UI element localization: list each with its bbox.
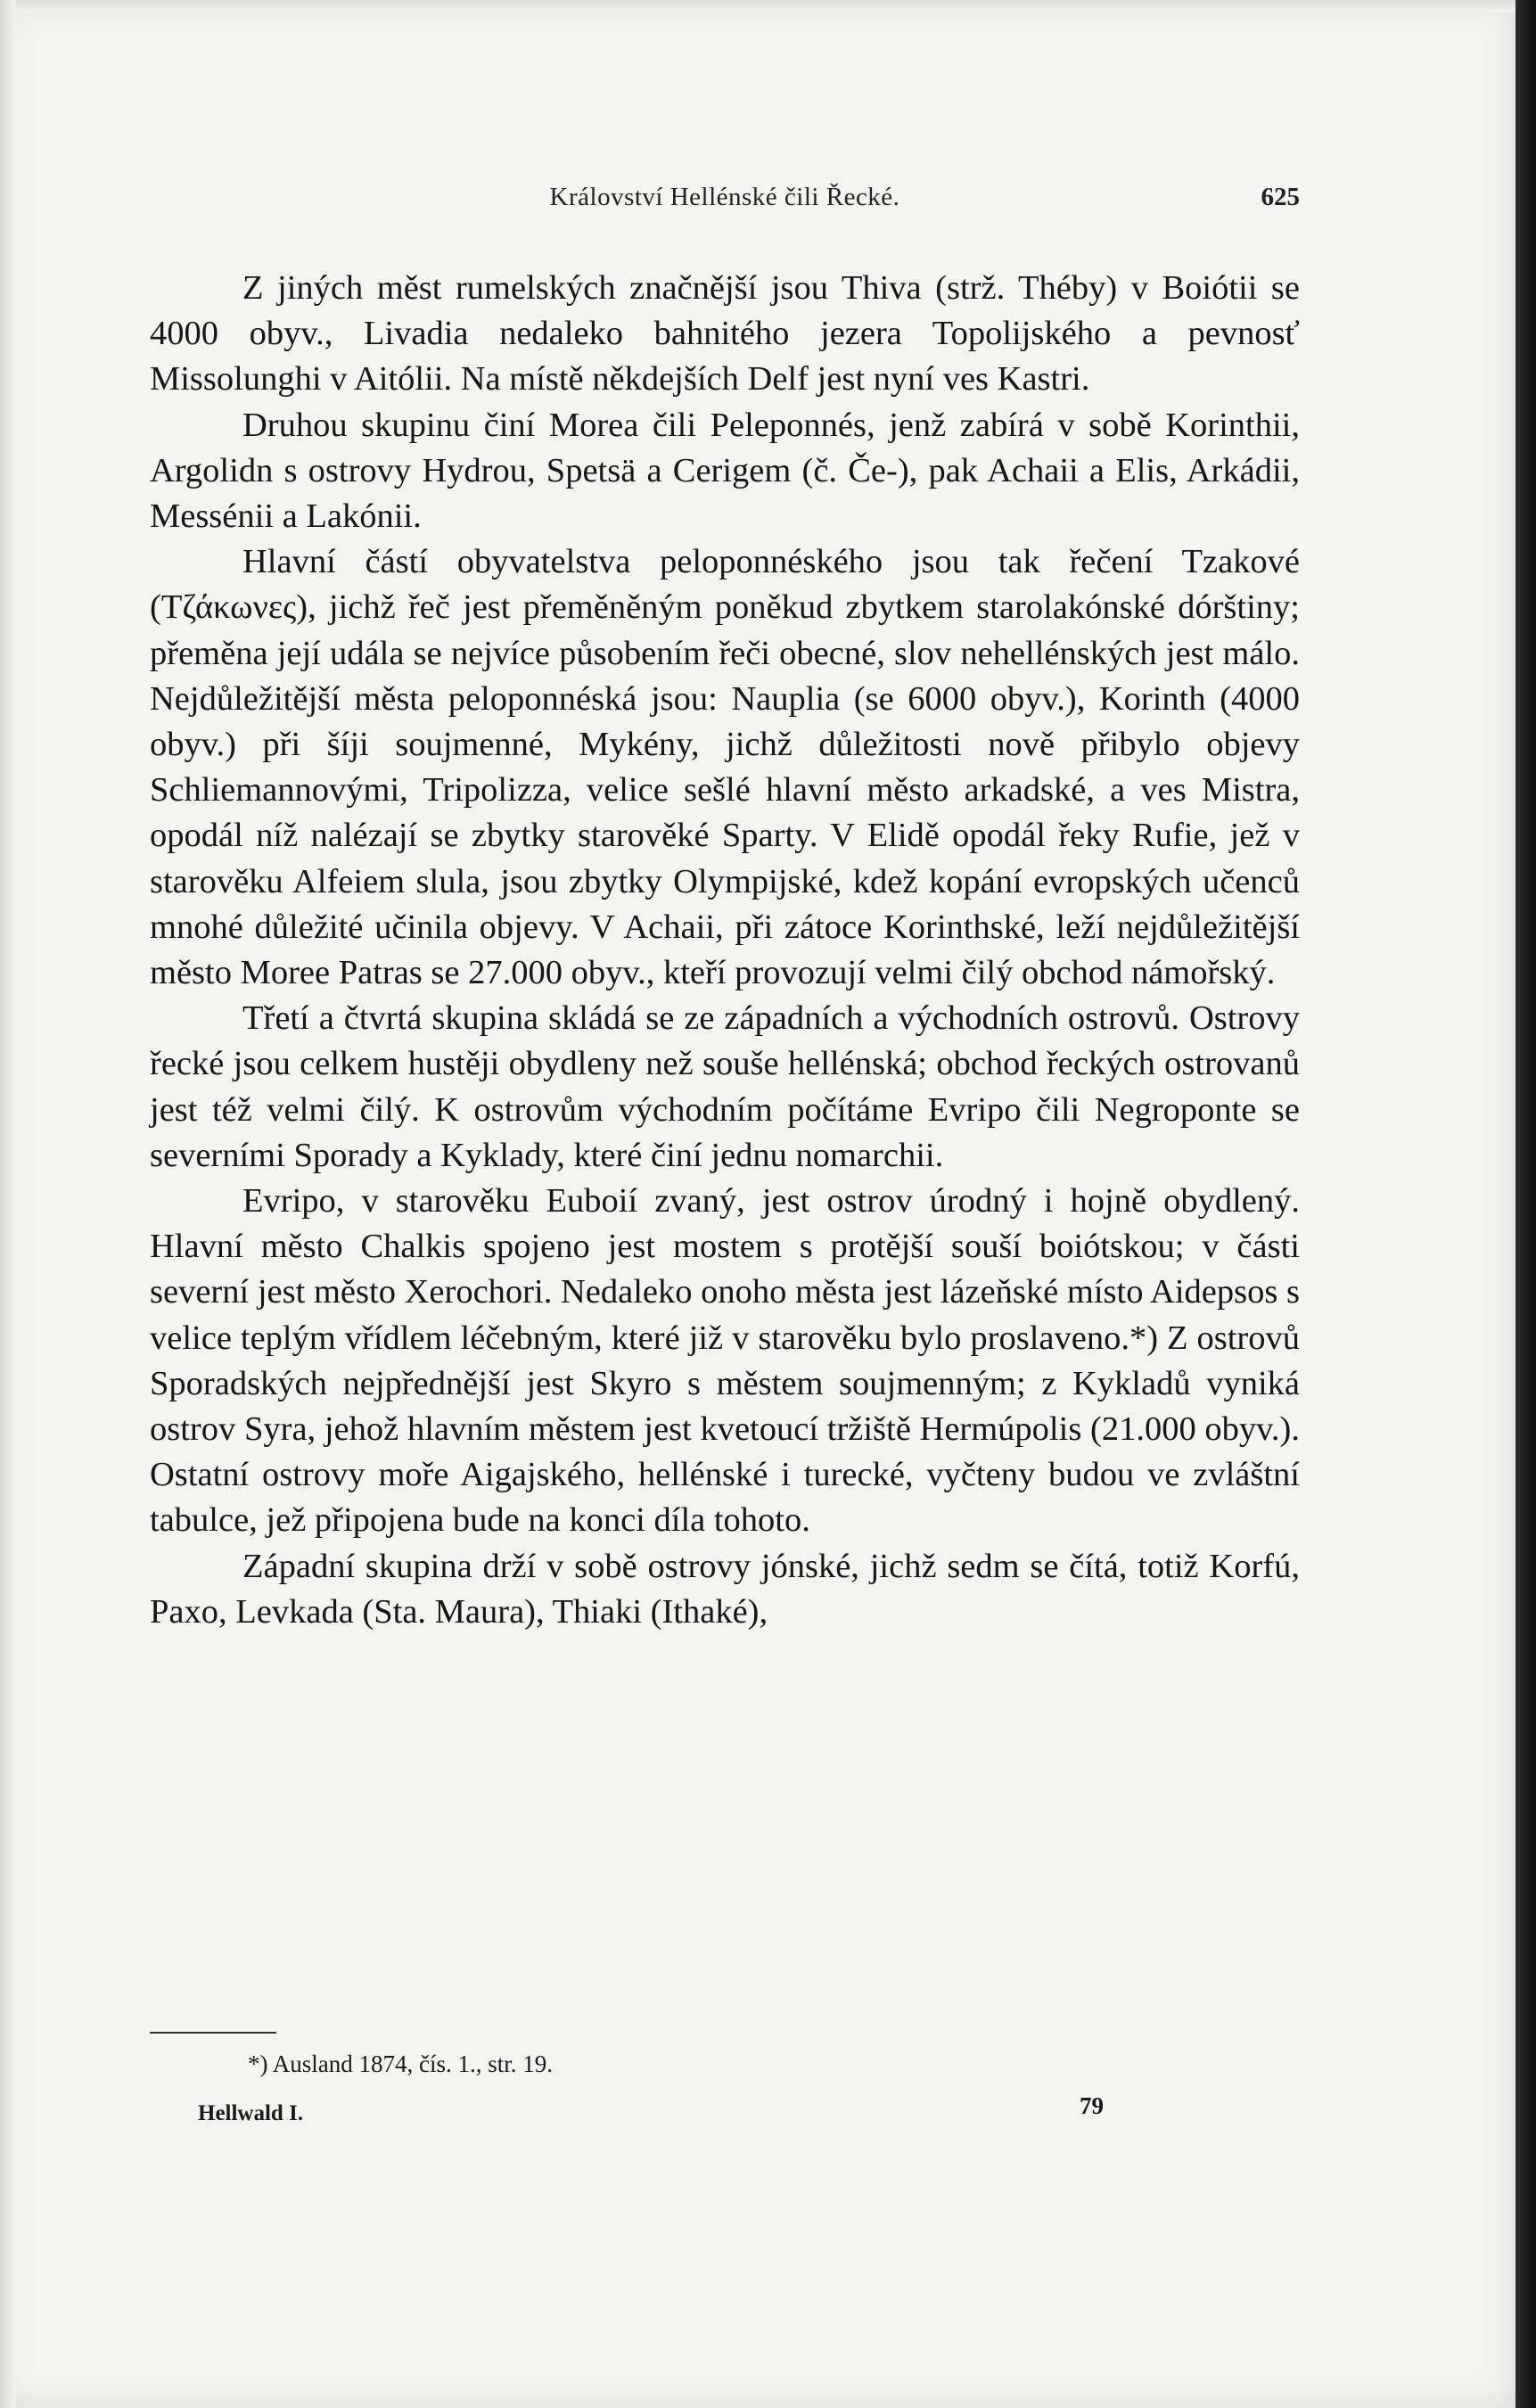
paragraph: Hlavní částí obyvatelstva peloponnéského jsou tak řečení Tzakové (Τζάκωνες), jichž řeč jest přeměněným poněkud zbytkem starolakónské dórštiny; přeměna její udála se nejvíce působením řeči obecné, slov nehellénských jest málo. Nejdůležitější města peloponnéská jsou: Nauplia (se 6000 obyv.), Korinth (4000 obyv.) při šíji soujmenné, Mykény, jichž důležitosti nově přibylo objevy Schliemannovými, Tripolizza, velice sešlé hlavní město arkadské, a ves Mistra, opodál níž nalézají se zbytky starověké Sparty. V Elidě opodál řeky Rufie, jež v starověku Alfeiem slula, jsou zbytky Olympijské, kdež kopání evropských učenců mnohé důležité učinila objevy. V Achaii, při zátoce Korinthské, leží nejdůležitější město Moree Patras se 27.000 obyv., kteří provozují velmi čilý obchod námořský.: [150, 543, 1300, 992]
paragraph: Západní skupina drží v sobě ostrovy jónské, jichž sedm se čítá, totiž Korfú, Paxo, Levkada (Sta. Maura), Thiaki (Ithaké),: [150, 1547, 1300, 1631]
footnote: *) Ausland 1874, čís. 1., str. 19.: [248, 2050, 553, 2077]
printer-signature: Hellwald I.: [198, 2101, 304, 2125]
page-top-edge: [0, 0, 1515, 12]
sheet-number: 79: [1080, 2092, 1104, 2119]
scan-background-edge: [1515, 0, 1536, 2408]
footnote-divider: [150, 2032, 276, 2034]
paragraph: Druhou skupinu činí Morea čili Peleponnés, jenž zabírá v sobě Korinthii, Argolidn s ostrovy Hydrou, Spetsä a Cerigem (č. Če-), pak Achaii a Elis, Arkádii, Messénii a Lakónii.: [150, 406, 1300, 536]
running-title: Království Hellénské čili Řecké.: [549, 183, 900, 211]
page-header: [150, 176, 1300, 220]
paragraph: Z jiných měst rumelských značnější jsou Thiva (strž. Théby) v Boiótii se 4000 obyv., Livadia nedaleko bahnitého jezera Topolijského a pevnosť Missolunghi v Aitólii. Na místě někdejších Delf jest nyní ves Kastri.: [150, 269, 1300, 399]
page-left-edge: [0, 0, 16, 2408]
body-text: [150, 266, 1300, 1635]
paragraph: Evripo, v starověku Euboií zvaný, jest ostrov úrodný i hojně obydlený. Hlavní město Chalkis spojeno jest mostem s protější souší boiótskou; v části severní jest město Xerochori. Nedaleko onoho města jest lázeňské místo Aidepsos s velice teplým vřídlem léčebným, které již v starověku bylo proslaveno.*) Z ostrovů Sporadských nejpřednější jest Skyro s městem soujmenným; z Kykladů vyniká ostrov Syra, jehož hlavním městem jest kvetoucí tržiště Hermúpolis (21.000 obyv.). Ostatní ostrovy moře Aigajského, hellénské i turecké, vyčteny budou ve zvláštní tabulce, jež připojena bude na konci díla tohoto.: [150, 1182, 1300, 1540]
paragraph: Třetí a čtvrtá skupina skládá se ze západních a východních ostrovů. Ostrovy řecké jsou celkem hustěji obydleny než souše hellénská; obchod řeckých ostrovanů jest též velmi čilý. K ostrovům východním počítáme Evripo čili Negroponte se severními Sporady a Kyklady, které činí jednu nomarchii.: [150, 999, 1300, 1174]
page-number: 625: [1261, 183, 1300, 211]
